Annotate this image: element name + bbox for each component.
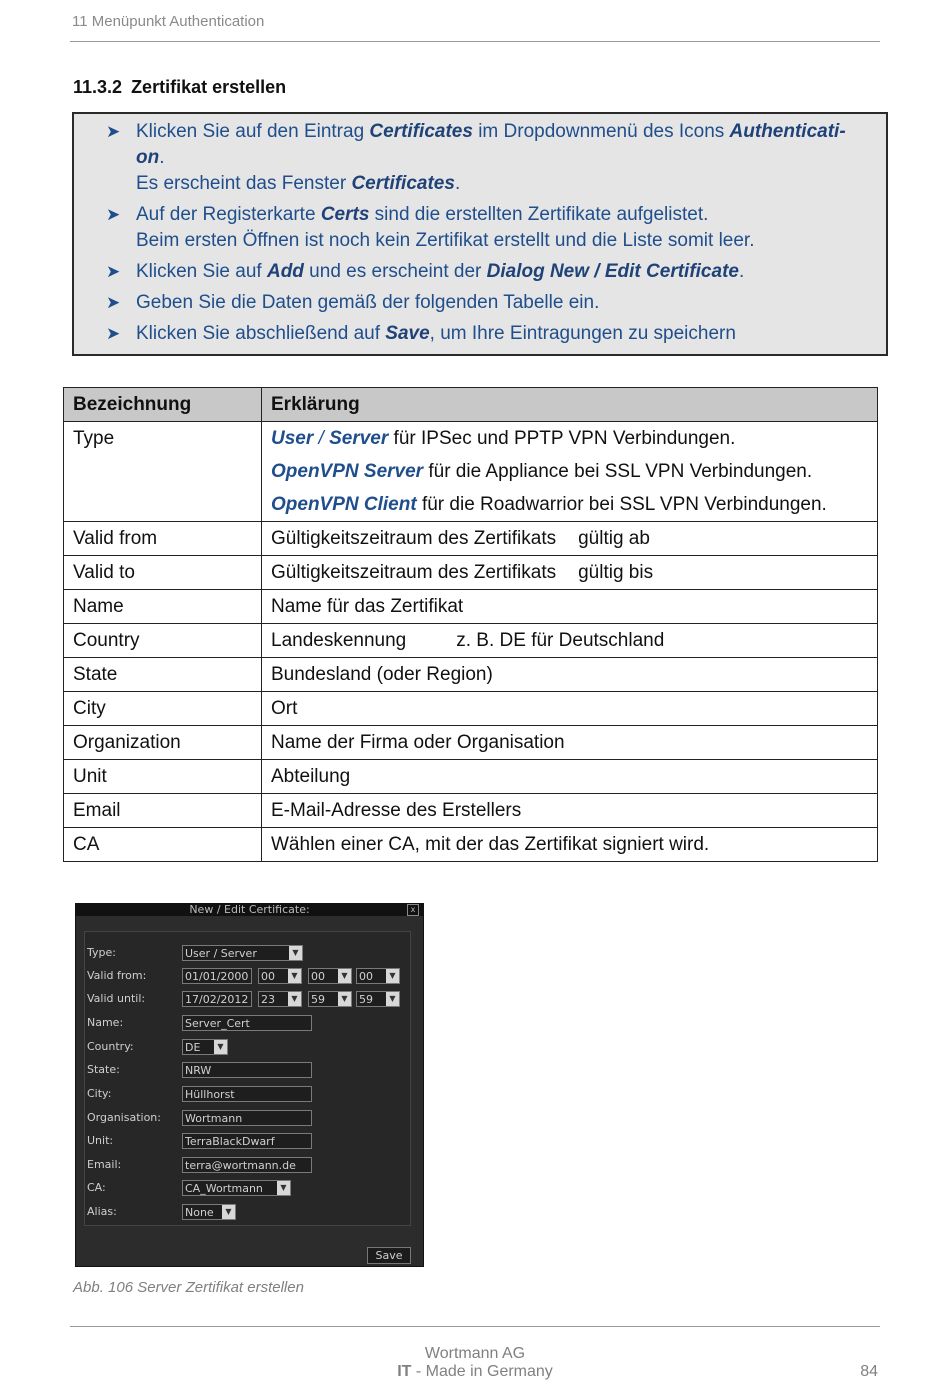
valid-from-second-select[interactable] [356, 968, 400, 984]
row-explanation [262, 422, 878, 522]
chevron-down-icon: ▼ [289, 946, 302, 960]
row-label: Type [64, 422, 262, 522]
row-text: Gültigkeitszeitraum des Zertifikats [271, 528, 557, 549]
valid-until-minute-select[interactable] [308, 991, 352, 1007]
table-row [64, 658, 878, 692]
row-explanation [262, 556, 878, 590]
row-explanation [262, 692, 878, 726]
row-label: Valid to [64, 556, 262, 590]
ca-label: CA: [87, 1181, 106, 1194]
table-row [64, 522, 878, 556]
state-label: State: [87, 1063, 120, 1076]
row-label: City [64, 692, 262, 726]
valid-from-row [87, 968, 417, 986]
bullet-arrow-icon: ➤ [106, 324, 121, 343]
type-term: Server [329, 428, 389, 449]
step-text: Es erscheint das Fenster [136, 173, 352, 194]
row-text: Ort [271, 698, 298, 719]
row-label: CA [64, 828, 262, 862]
second-value: 00 [359, 970, 373, 983]
row-explanation [262, 760, 878, 794]
row-label: Email [64, 794, 262, 828]
step-text: Klicken Sie auf den Eintrag [136, 121, 370, 142]
step-term: Certificates [369, 121, 473, 142]
step-term: Dialog New [486, 261, 590, 282]
certificate-dialog-screenshot [75, 903, 424, 1267]
step-term: Certificates [351, 173, 455, 194]
valid-until-date-field[interactable]: 17/02/2012 [182, 991, 252, 1007]
step-text: . [454, 173, 461, 194]
step-term: Save [385, 323, 430, 344]
table-header-row [64, 388, 878, 422]
valid-from-label: Valid from: [87, 969, 147, 982]
valid-from-minute-select[interactable] [308, 968, 352, 984]
bullet-arrow-icon: ➤ [106, 262, 121, 281]
type-text: für die Roadwarrior bei SSL VPN Verbindungen. [416, 494, 827, 515]
row-text: Landeskennung [271, 630, 407, 651]
footer-tagline-bold: IT [397, 1363, 412, 1380]
step-text: , um Ihre Eintragungen zu speichern [429, 323, 736, 344]
email-row [87, 1157, 417, 1175]
valid-until-label: Valid until: [87, 992, 146, 1005]
step-text: . [738, 261, 745, 282]
row-label: Organization [64, 726, 262, 760]
alias-label: Alias: [87, 1205, 117, 1218]
bullet-arrow-icon: ➤ [106, 122, 121, 141]
row-label: Unit [64, 760, 262, 794]
hour-value: 00 [261, 970, 275, 983]
table-row [64, 794, 878, 828]
state-field[interactable]: NRW [182, 1062, 312, 1078]
type-term: OpenVPN Server [271, 461, 424, 482]
step-text: und es erscheint der [303, 261, 487, 282]
footer-rule [70, 1326, 880, 1327]
country-value: DE [185, 1041, 201, 1054]
row-extra: gültig bis [578, 562, 654, 583]
row-text: Abteilung [271, 766, 351, 787]
name-label: Name: [87, 1016, 124, 1029]
type-row [87, 945, 417, 963]
unit-row [87, 1133, 417, 1151]
dialog-title: New / Edit Certificate: [76, 904, 423, 916]
table-row [64, 590, 878, 624]
step-text: Klicken Sie auf [136, 261, 267, 282]
valid-from-date-field[interactable]: 01/01/2000 [182, 968, 252, 984]
city-row [87, 1086, 417, 1104]
type-term: User [271, 428, 314, 449]
footer-company: Wortmann AG [424, 1345, 526, 1362]
city-label: City: [87, 1087, 112, 1100]
instruction-box [72, 112, 888, 356]
step-text: im Dropdownmenü des Icons [472, 121, 730, 142]
email-label: Email: [87, 1158, 122, 1171]
type-text: für IPSec und PPTP VPN Verbindungen. [388, 428, 736, 449]
step-term: Add [266, 261, 304, 282]
row-label: Country [64, 624, 262, 658]
valid-until-second-select[interactable] [356, 991, 400, 1007]
city-field[interactable]: Hüllhorst [182, 1086, 312, 1102]
close-icon[interactable]: x [407, 904, 419, 916]
alias-value: None [185, 1206, 214, 1219]
name-row [87, 1015, 417, 1033]
section-title [73, 77, 286, 98]
field-description-table [63, 387, 878, 862]
ca-row [87, 1180, 417, 1198]
valid-until-hour-select[interactable] [258, 991, 302, 1007]
step-text: sind die erstellten Zertifikate aufgelistet. [369, 204, 709, 225]
chevron-down-icon: ▼ [386, 969, 399, 983]
chevron-down-icon: ▼ [222, 1205, 235, 1219]
organisation-field[interactable]: Wortmann [182, 1110, 312, 1126]
footer-tagline-rest: - Made in Germany [411, 1363, 553, 1380]
row-extra: gültig ab [578, 528, 650, 549]
row-explanation [262, 522, 878, 556]
table-row [64, 726, 878, 760]
table-row [64, 556, 878, 590]
save-button[interactable]: Save [367, 1247, 411, 1264]
bullet-arrow-icon: ➤ [106, 205, 121, 224]
figure-caption: Abb. 106 Server Zertifikat erstellen [73, 1279, 304, 1296]
unit-field[interactable]: TerraBlackDwarf [182, 1133, 312, 1149]
organisation-row [87, 1110, 417, 1128]
row-label: State [64, 658, 262, 692]
valid-until-row [87, 991, 417, 1009]
row-text: Name der Firma oder Organisation [271, 732, 565, 753]
column-header: Bezeichnung [64, 388, 262, 422]
table-row [64, 624, 878, 658]
table-row [64, 692, 878, 726]
country-row [87, 1039, 417, 1057]
minute-value: 00 [311, 970, 325, 983]
step-term: on [136, 147, 160, 168]
section-title-text: Zertifikat erstellen [131, 77, 287, 97]
type-text: für die Appliance bei SSL VPN Verbindungen. [423, 461, 813, 482]
state-row [87, 1062, 417, 1080]
section-number: 11.3.2 [73, 77, 123, 97]
table-row [64, 760, 878, 794]
type-label: Type: [87, 946, 116, 959]
row-explanation [262, 794, 878, 828]
step-term: Authenticati- [729, 121, 846, 142]
chevron-down-icon: ▼ [214, 1040, 227, 1054]
row-text: Wählen einer CA, mit der das Zertifikat signiert wird. [271, 834, 710, 855]
step-term: Certs [320, 204, 370, 225]
country-select[interactable] [182, 1039, 228, 1055]
chevron-down-icon: ▼ [338, 992, 351, 1006]
country-label: Country: [87, 1040, 134, 1053]
chevron-down-icon: ▼ [277, 1181, 290, 1195]
email-field[interactable]: terra@wortmann.de [182, 1157, 312, 1173]
hour-value: 23 [261, 993, 275, 1006]
valid-from-hour-select[interactable] [258, 968, 302, 984]
bullet-arrow-icon: ➤ [106, 293, 121, 312]
step-text: Beim ersten Öffnen ist noch kein Zertifikat erstellt und die Liste somit leer. [136, 230, 755, 251]
row-label: Valid from [64, 522, 262, 556]
organisation-label: Organisation: [87, 1111, 161, 1124]
row-text: E-Mail-Adresse des Erstellers [271, 800, 522, 821]
chevron-down-icon: ▼ [386, 992, 399, 1006]
step-term: Edit Certificate [604, 261, 739, 282]
column-header: Erklärung [262, 388, 878, 422]
type-separator: / [313, 428, 330, 449]
alias-row [87, 1204, 417, 1222]
page-number: 84 [860, 1363, 878, 1380]
minute-value: 59 [311, 993, 325, 1006]
row-text: Bundesland (oder Region) [271, 664, 493, 685]
row-extra: z. B. DE für Deutschland [456, 630, 665, 651]
ca-select[interactable] [182, 1180, 291, 1196]
footer-tagline [0, 1363, 950, 1381]
row-text: Name für das Zertifikat [271, 596, 464, 617]
chevron-down-icon: ▼ [338, 969, 351, 983]
alias-select[interactable] [182, 1204, 236, 1220]
header-rule [70, 41, 880, 42]
step-text: Geben Sie die Daten gemäß der folgenden Tabelle ein. [136, 292, 600, 313]
row-text: Gültigkeitszeitraum des Zertifikats [271, 562, 557, 583]
unit-label: Unit: [87, 1134, 114, 1147]
type-value: User / Server [185, 947, 257, 960]
table-row [64, 422, 878, 522]
name-field[interactable]: Server_Cert [182, 1015, 312, 1031]
row-explanation [262, 590, 878, 624]
chevron-down-icon: ▼ [288, 969, 301, 983]
step-text: Klicken Sie abschließend auf [136, 323, 386, 344]
running-header: 11 Menüpunkt Authentication [72, 13, 265, 30]
row-explanation [262, 624, 878, 658]
row-explanation [262, 658, 878, 692]
second-value: 59 [359, 993, 373, 1006]
type-term: OpenVPN Client [271, 494, 417, 515]
step-text: . [159, 147, 165, 168]
chevron-down-icon: ▼ [288, 992, 301, 1006]
step-term: / [589, 261, 605, 282]
ca-value: CA_Wortmann [185, 1182, 263, 1195]
row-explanation [262, 726, 878, 760]
row-label: Name [64, 590, 262, 624]
step-text: Auf der Registerkarte [136, 204, 321, 225]
type-select[interactable] [182, 945, 303, 961]
row-explanation [262, 828, 878, 862]
table-row [64, 828, 878, 862]
